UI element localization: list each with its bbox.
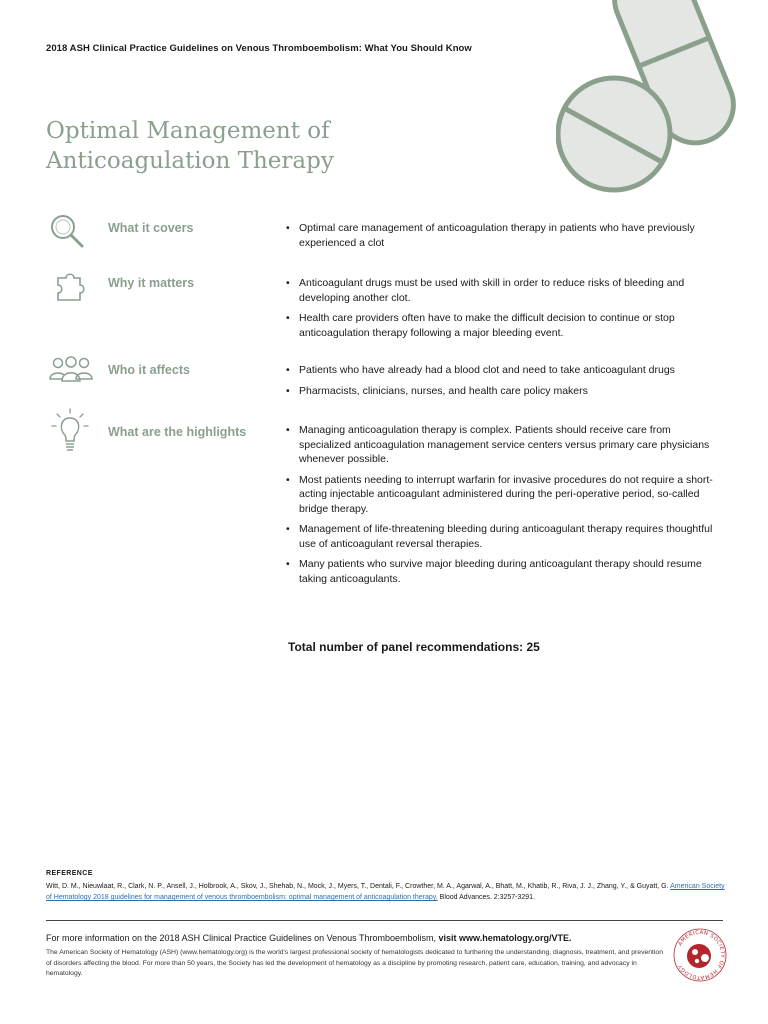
list-item: • Health care providers often have to make the difficult decision to continue or stop anticoagulation therapy following a major bleeding event.: [286, 311, 716, 340]
title-line-2: Anticoagulation Therapy: [46, 148, 334, 174]
section-label: Why it matters: [108, 276, 195, 290]
reference-authors: Witt, D. M., Nieuwlaat, R., Clark, N. P., Ansell, J., Holbrook, A., Skov, J., Shehab, N., Mock, J., Myers, T., Dentali, F., Crowther, M. A., Agarwal, A., Bhatt, M., Khatib, R., Riva, J. J., Zhang, Y., & Guyatt, G.: [46, 883, 669, 890]
bullet-list: [286, 363, 716, 404]
reference-journal: Blood Advances. 2:3257-3291.: [439, 894, 536, 901]
bullet-list: [286, 276, 716, 346]
reference-link[interactable]: American Society of Hematology 2018 guidelines for management of venous thromboembolism: optimal management of anticoagulation therapy.: [46, 883, 725, 901]
ash-seal-logo: [672, 927, 728, 983]
bullet-list: [286, 423, 716, 592]
pill-illustration: [556, 0, 768, 200]
list-item: • Many patients who survive major bleeding during anticoagulant therapy should resume taking anticoagulants.: [286, 557, 716, 586]
more-info-text: For more information on the 2018 ASH Clinical Practice Guidelines on Venous Thromboembolism,: [46, 933, 439, 943]
reference-heading: REFERENCE: [46, 870, 93, 877]
total-recommendations: Total number of panel recommendations: 25: [288, 640, 540, 654]
section-label: What are the highlights: [108, 425, 247, 439]
magnifier-icon: [48, 212, 88, 252]
about-ash: The American Society of Hematology (ASH) (www.hematology.org) is the world's largest professional society of hematologists dedicated to furthering the understanding, diagnosis, treatment, and prevention of disorders affecting the blood. For more than 50 years, the Society has led the development of hematology as a discipline by promoting research, patient care, education, training, and advocacy in hematology.: [46, 949, 663, 977]
title-line-1: Optimal Management of: [46, 118, 330, 144]
seal-text: AMERICAN SOCIETY OF HEMATOLOGY: [677, 929, 726, 981]
list-item: • Pharmacists, clinicians, nurses, and health care policy makers: [286, 384, 716, 399]
bullet-list: [286, 221, 716, 256]
people-icon: [49, 355, 93, 387]
more-info-link[interactable]: visit www.hematology.org/VTE.: [438, 933, 572, 943]
list-item: • Management of life-threatening bleeding during anticoagulant therapy requires thoughtful use of anticoagulant reversal therapies.: [286, 522, 716, 551]
list-item: • Patients who have already had a blood clot and need to take anticoagulant drugs: [286, 363, 716, 378]
section-label: Who it affects: [108, 363, 190, 377]
more-info: [46, 933, 572, 943]
reference-citation: [46, 881, 726, 903]
puzzle-icon: [52, 268, 92, 308]
list-item: • Most patients needing to interrupt warfarin for invasive procedures do not require a short-acting injectable anticoagulant administered during the peri-operative period, so-called bridge therapy.: [286, 473, 716, 517]
list-item: • Managing anticoagulation therapy is complex. Patients should receive care from specialized anticoagulation management service centers versus primary care physicians whenever possible.: [286, 423, 716, 467]
section-label: What it covers: [108, 221, 194, 235]
page-title: [46, 116, 466, 176]
footer-divider: [46, 920, 723, 921]
lightbulb-icon: [50, 408, 90, 456]
list-item: • Anticoagulant drugs must be used with skill in order to reduce risks of bleeding and developing another clot.: [286, 276, 716, 305]
document-header: 2018 ASH Clinical Practice Guidelines on Venous Thromboembolism: What You Should Know: [46, 43, 472, 54]
list-item: • Optimal care management of anticoagulation therapy in patients who have previously experienced a clot: [286, 221, 716, 250]
